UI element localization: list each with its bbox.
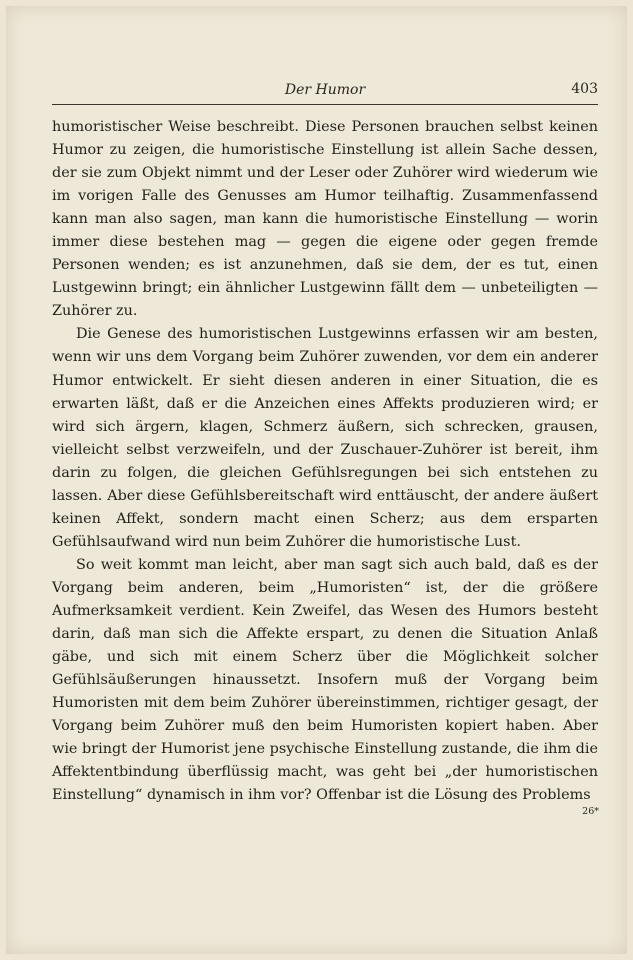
paragraph-3: So weit kommt man leicht, aber man sagt sich auch bald, daß es der Vorgang beim anderen, beim „Humoristen“ ist, der die größere Aufmerksamkeit verdient. Kein Zweifel, das Wesen des Humors besteht darin, daß man sich die Affekte erspart, zu denen die Situation Anlaß gäbe, und sich mit einem Scherz über die Möglichkeit solcher Gefühlsäußerungen hinaussetzt. Insofern muß der Vorgang beim Humoristen mit dem beim Zuhörer übereinstimmen, richtiger gesagt, der Vorgang beim Zuhörer muß den beim Humoristen kopiert haben. Aber wie bringt der Humorist jene psychische Einstellung zustande, die ihm die Affektentbindung überflüssig macht, was geht bei „der humoristischen Einstellung“ dynamisch in ihm vor? Offenbar ist die Lösung des Problems [52, 556, 598, 804]
running-head: Der Humor [284, 82, 366, 98]
body-text [52, 116, 598, 807]
page-number: 403 [571, 81, 598, 97]
printer-signature: 26* [582, 806, 599, 817]
header-rule [52, 104, 598, 105]
page-header [52, 80, 598, 102]
paragraph-1: humoristischer Weise beschreibt. Diese Personen brauchen selbst keinen Humor zu zeigen, die humoristische Einstellung ist allein Sache dessen, der sie zum Objekt nimmt und der Leser oder Zuhörer wird wiederum wie im vorigen Falle des Genusses am Humor teilhaftig. Zusammenfassend kann man also sagen, man kann die humoristische Einstellung — worin immer diese bestehen mag — gegen die eigene oder gegen fremde Personen wenden; es ist anzunehmen, daß sie dem, der es tut, einen Lustgewinn bringt; ein ähnlicher Lustgewinn fällt dem — unbeteiligten — Zuhörer zu. [52, 119, 598, 320]
paragraph-2: Die Genese des humoristischen Lustgewinns erfassen wir am besten, wenn wir uns dem Vorgang beim Zuhörer zuwenden, vor dem ein anderer Humor entwickelt. Er sieht diesen anderen in einer Situation, die es erwarten läßt, daß er die Anzeichen eines Affekts produzieren wird; er wird sich ärgern, klagen, Schmerz äußern, sich schrecken, grausen, vielleicht selbst verzweifeln, und der Zuschauer-Zuhörer ist bereit, ihm darin zu folgen, die gleichen Gefühlsregungen bei sich entstehen zu lassen. Aber diese Gefühlsbereitschaft wird enttäuscht, der andere äußert keinen Affekt, sondern macht einen Scherz; aus dem ersparten Gefühlsaufwand wird nun beim Zuhörer die humoristische Lust. [52, 326, 598, 550]
